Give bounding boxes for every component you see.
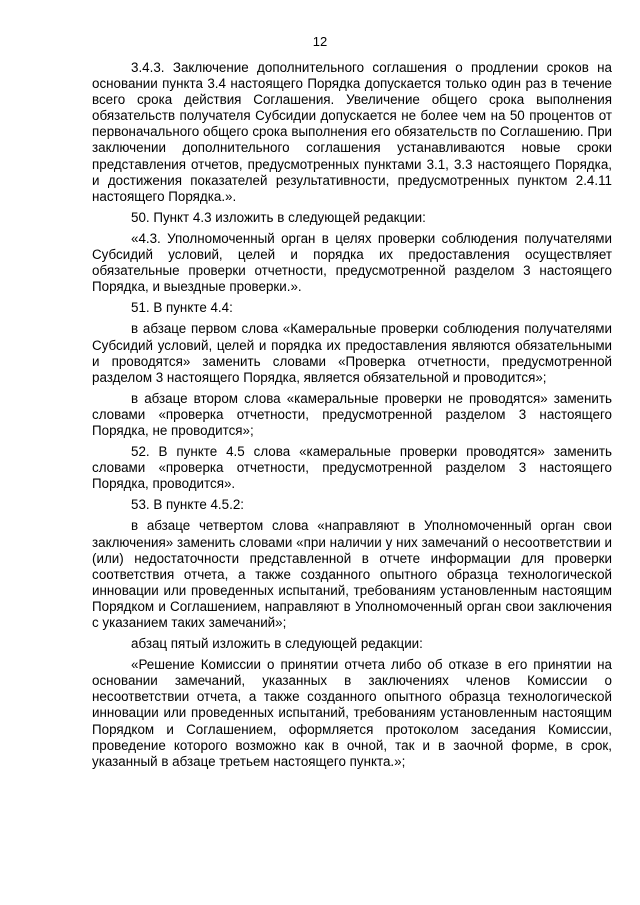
document-body: [92, 60, 612, 770]
paragraph-51-first: в абзаце первом слова «Камеральные проверки соблюдения получателями Субсидий условий, целей и порядка их предоставления являются обязательными и проводятся» заменить словами «Проверка отчетности, предусмотренной разделом 3 настоящего Порядка, является обязательной и проводится»;: [92, 321, 612, 385]
paragraph-item-50: 50. Пункт 4.3 изложить в следующей редакции:: [131, 209, 426, 225]
paragraph-53-fifth-intro: абзац пятый изложить в следующей редакции:: [131, 636, 423, 652]
paragraph-53-fifth-text: «Решение Комиссии о принятии отчета либо об отказе в его принятии на основании замечаний, указанных в заключениях членов Комиссии о несоответствии отчета, а также созданного опытного образца технологической инновации или проведенных испытаний, требованиям установленным настоящим Порядком и Соглашением, оформляется протоколом заседания Комиссии, проведение которого возможно как в очной, так и в заочной форме, в срок, указанный в абзаце третьем настоящего пункта.»;: [92, 657, 612, 769]
paragraph-51-second: в абзаце втором слова «камеральные проверки не проводятся» заменить словами «проверка отчетности, предусмотренной разделом 3 настоящего Порядка, не проводится»;: [92, 390, 612, 438]
paragraph-53-fourth: в абзаце четвертом слова «направляют в Уполномоченный орган свои заключения» заменить словами «при наличии у них замечаний о несоответствии и (или) недостаточности представленной в отчете информации для проверки соответствия отчета, а также созданного опытного образца технологической инновации или проведенных испытаний, требованиям установленным настоящим Порядком и Соглашением, направляют в Уполномоченный орган свои заключения с указанием таких замечаний»;: [92, 518, 612, 630]
page-number: 12: [312, 34, 328, 49]
paragraph-3-4-3: 3.4.3. Заключение дополнительного соглашения о продлении сроков на основании пункта 3.4 настоящего Порядка допускается только один раз в течение всего срока действия Соглашения. Увеличение общего срока выполнения обязательств получателя Субсидии допускается не более чем на 50 процентов от первоначального общего срока выполнения его обязательств по Соглашению. При заключении дополнительного соглашения устанавливаются новые сроки представления отчетов, предусмотренных пунктами 3.1, 3.3 настоящего Порядка, и достижения показателей результативности, предусмотренных пунктом 2.4.11 настоящего Порядка.».: [92, 60, 612, 204]
paragraph-item-51: 51. В пункте 4.4:: [131, 300, 233, 316]
paragraph-item-53: 53. В пункте 4.5.2:: [131, 497, 244, 513]
paragraph-4-3-text: «4.3. Уполномоченный орган в целях проверки соблюдения получателями Субсидий условий, целей и порядка их предоставления осуществляет обязательные проверки отчетности, предусмотренной разделом 3 настоящего Порядка, и выездные проверки.».: [92, 230, 612, 295]
paragraph-item-52: 52. В пункте 4.5 слова «камеральные проверки проводятся» заменить словами «проверка отчетности, предусмотренной разделом 3 настоящего Порядка, проводится».: [92, 444, 612, 492]
